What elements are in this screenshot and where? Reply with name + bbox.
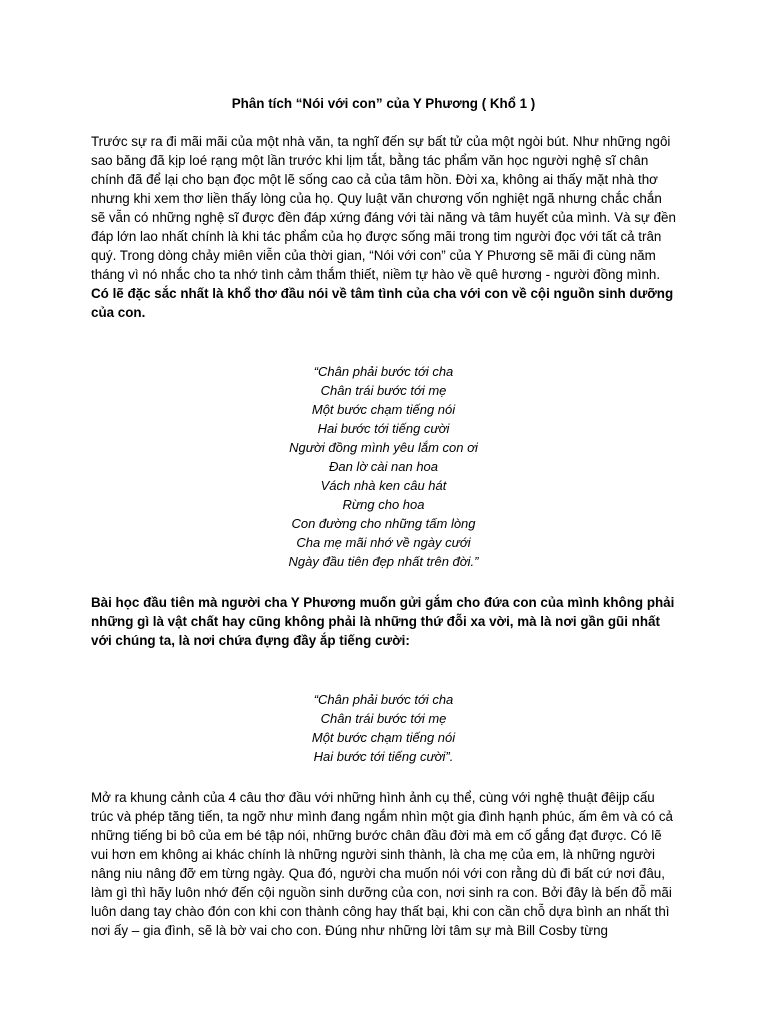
poem-line: Vách nhà ken câu hát [320,478,447,493]
poem-line: Một bước chạm tiếng nói [311,402,456,417]
poem-line: Ngày đầu tiên đẹp nhất trên đời.” [288,554,479,569]
lesson-paragraph: Bài học đầu tiên mà người cha Y Phương muốn gửi gắm cho đứa con của mình không phải những gì là vật chất hay cũng không phải là những thứ đỗi xa vời, mà là nơi gần gũi nhất với chúng ta, là nơi chứa đựng đầy ắp tiếng cười: [91,595,675,648]
poem-line: Chân trái bước tới mẹ [320,711,447,726]
analysis-paragraph: Mở ra khung cảnh của 4 câu thơ đầu với những hình ảnh cụ thể, cùng với nghệ thuật đêijp cấu trúc và phép tăng tiến, ta ngỡ như mình đang ngắm nhìn một gia đình hạnh phúc, ấm êm và có cả những tiếng bi bô của em bé tập nói, những bước chân đầu đời mà em cố gắng đạt được. Có lẽ vui hơn em không ai khác chính là những người sinh thành, là cha mẹ của em, là những người nâng niu nâng đỡ em từng ngày. Qua đó, người cha muốn nói với con rằng dù đi bất cứ nơi đâu, làm gì thì hãy luôn nhớ đến cội nguồn sinh dưỡng của con, nơi sinh ra con. Bởi đây là bến đỗ mãi luôn dang tay chào đón con khi con thành công hay thất bại, khi con cần chỗ dựa bình an nhất thì nơi ấy – gia đình, sẽ là bờ vai cho con. Đúng như những lời tâm sự mà Bill Cosby từng [91,790,674,938]
poem-line: Đan lờ cài nan hoa [328,459,439,474]
poem-line: Rừng cho hoa [342,497,425,512]
poem-line: “Chân phải bước tới cha [313,692,454,707]
poem-line: Hai bước tới tiếng cười [317,421,450,436]
poem-line: Con đường cho những tấm lòng [291,516,476,531]
poem-line: Chân trái bước tới mẹ [320,383,447,398]
poem-line: Cha mẹ mãi nhớ về ngày cưới [296,535,471,550]
poem-line: Hai bước tới tiếng cười”. [313,749,454,764]
spacer [91,650,676,690]
poem-stanza-2 [91,690,676,766]
intro-bold-sentence: Có lẽ đặc sắc nhất là khổ thơ đầu nói về tâm tình của cha với con về cội nguồn sinh dưỡng của con. [91,286,674,320]
poem-stanza-1 [91,362,676,571]
poem-line: Một bước chạm tiếng nói [311,730,456,745]
spacer [91,322,676,362]
intro-paragraph [91,132,676,322]
document-title: Phân tích “Nói với con” của Y Phương ( Khổ 1 ) [231,96,536,111]
spacer [91,766,676,788]
poem-line: “Chân phải bước tới cha [313,364,454,379]
poem-line: Người đồng mình yêu lắm con ơi [289,440,478,455]
intro-text: Trước sự ra đi mãi mãi của một nhà văn, ta nghĩ đến sự bất tử của một ngòi bút. Như những ngôi sao băng đã kịp loé rạng một lần trước khi lịm tắt, bằng tác phẩm văn học người nghệ sĩ chân chính đã để lại cho bạn đọc một lẽ sống cao cả của tâm hồn. Đời xa, không ai thấy mặt nhà thơ nhưng khi xem thơ liền thấy lòng của họ. Quy luật văn chương vốn nghiệt ngã nhưng chắc chắn sẽ vẫn có những nghệ sĩ được đền đáp xứng đáng với tài năng và tâm huyết của mình. Và sự đền đáp lớn lao nhất chính là khi tác phẩm của họ được sống mãi trong tim người đọc với tất cả trân quý. Trong dòng chảy miên viễn của thời gian, “Nói với con” của Y Phương sẽ mãi đi cùng năm tháng vì nó nhắc cho ta nhớ tình cảm thắm thiết, niềm tự hào về quê hương - người đồng mình. [91,134,676,282]
spacer [91,571,676,593]
